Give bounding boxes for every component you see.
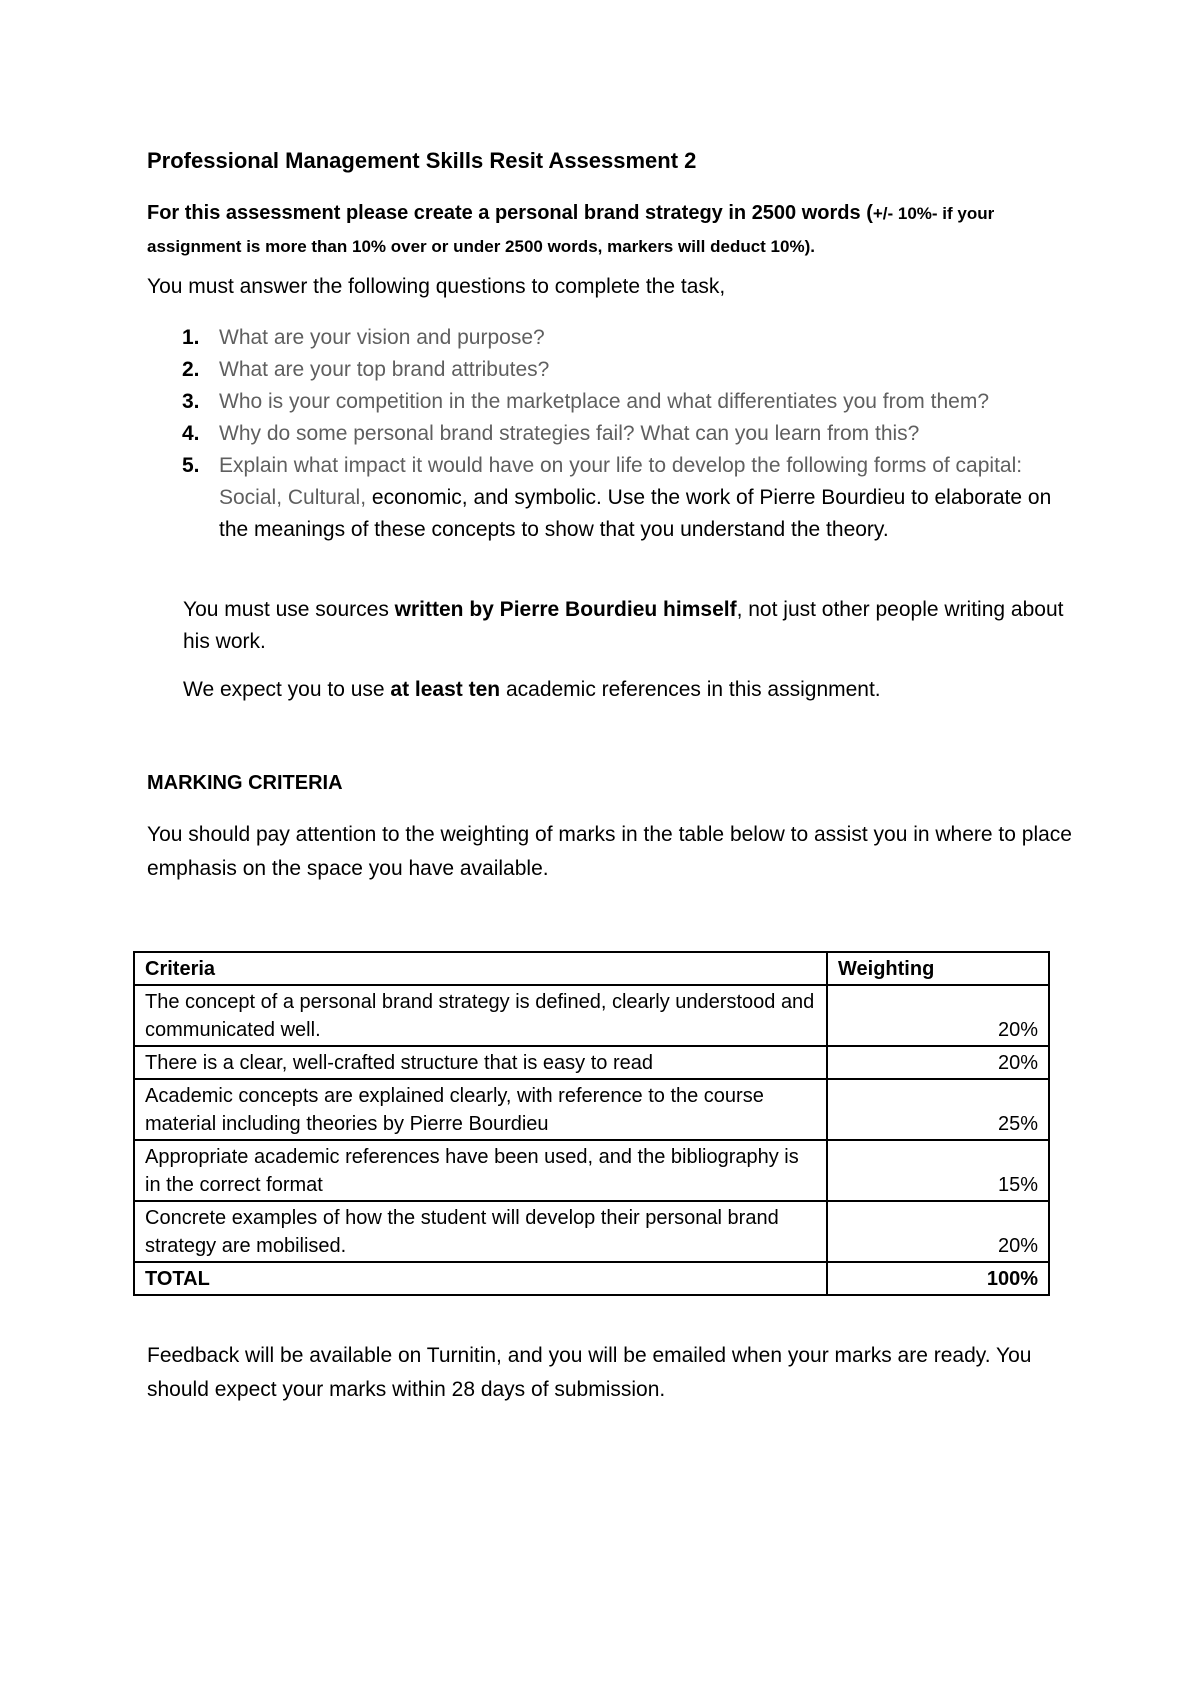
question-text: What are your top brand attributes? [219,358,550,381]
document-title: Professional Management Skills Resit Assessment 2 [147,148,697,173]
table-row [134,1046,1049,1079]
marking-criteria-heading: MARKING CRITERIA [147,772,343,794]
table-row [134,1140,1049,1201]
table-header-row [134,952,1049,985]
criteria-cell: The concept of a personal brand strategy is defined, clearly understood and communicated well. [134,985,827,1046]
feedback-note: Feedback will be available on Turnitin, and you will be emailed when your marks are ready. You should expect your marks within 28 days of submission. [147,1344,1032,1401]
sources-before: You must use sources [183,598,395,621]
questions-lead: You must answer the following questions to complete the task, [147,275,726,298]
weighting-cell: 20% [827,1046,1049,1079]
question-item [147,450,1077,546]
question-number: 2. [182,358,200,381]
question-item [147,322,1077,354]
marking-intro: You should pay attention to the weighting of marks in the table below to assist you in where to place emphasis on the space you have available. [147,823,1072,880]
criteria-cell: Appropriate academic references have been used, and the bibliography is in the correct format [134,1140,827,1201]
refs-after: academic references in this assignment. [500,678,881,701]
table-row [134,985,1049,1046]
question-text: What are your vision and purpose? [219,326,545,349]
question-text-grey: Explain what impact it would have on your life to develop the following forms of capital: Social, Cultural, [219,454,1023,509]
criteria-header: Criteria [134,952,827,985]
question-text: Why do some personal brand strategies fail? What can you learn from this? [219,422,920,445]
total-value: 100% [827,1262,1049,1295]
intro-part1: For this assessment please create a personal brand strategy in 2500 words ( [147,202,873,224]
refs-bold: at least ten [390,678,501,701]
question-item [147,386,1077,418]
question-item [147,354,1077,386]
criteria-cell: Concrete examples of how the student will develop their personal brand strategy are mobilised. [134,1201,827,1262]
questions-list [147,322,1077,546]
weighting-cell: 15% [827,1140,1049,1201]
question-number: 5. [182,454,200,477]
table-total-row [134,1262,1049,1295]
sources-after: , not just other people writing about his work. [183,598,1064,653]
criteria-table [133,951,1050,1296]
assessment-intro [147,197,1062,263]
question-number: 4. [182,422,200,445]
question-number: 3. [182,390,200,413]
weighting-cell: 20% [827,1201,1049,1262]
weighting-header: Weighting [827,952,1049,985]
refs-before: We expect you to use [183,678,391,701]
sources-requirement [183,594,1073,658]
question-item [147,418,1077,450]
sources-bold: written by Pierre Bourdieu himself [394,598,737,621]
references-requirement [183,674,1073,706]
question-text-dark: economic, and symbolic. Use the work of Pierre Bourdieu to elaborate on the meanings of these concepts to show that you understand the theory. [219,486,1052,541]
table-row [134,1079,1049,1140]
weighting-cell: 25% [827,1079,1049,1140]
question-text: Who is your competition in the marketplace and what differentiates you from them? [219,390,989,413]
total-label: TOTAL [134,1262,827,1295]
question-number: 1. [182,326,200,349]
intro-part2: +/- 10%- if your assignment is more than 10% over or under 2500 words, markers will deduct 10%). [147,204,995,256]
weighting-cell: 20% [827,985,1049,1046]
table-row [134,1201,1049,1262]
criteria-cell: Academic concepts are explained clearly, with reference to the course material including theories by Pierre Bourdieu [134,1079,827,1140]
criteria-cell: There is a clear, well-crafted structure that is easy to read [134,1046,827,1079]
